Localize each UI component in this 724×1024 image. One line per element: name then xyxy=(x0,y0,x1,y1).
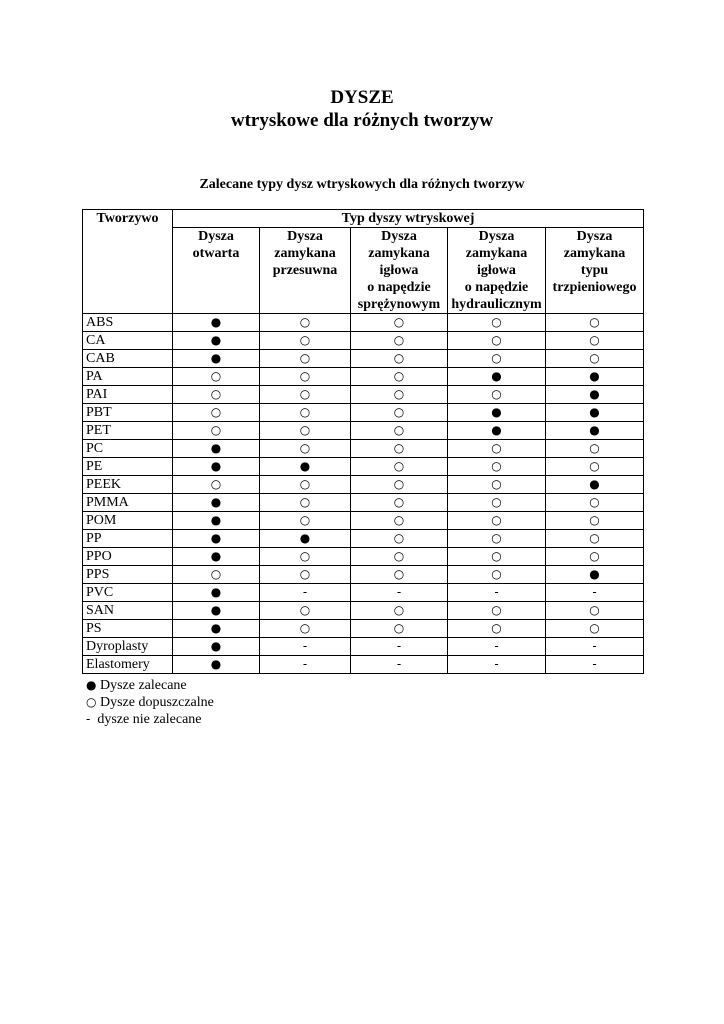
material-cell: ABS xyxy=(83,314,173,332)
suitability-mark: ● xyxy=(173,458,260,476)
column-header-line: hydraulicznym xyxy=(451,297,542,312)
title-line-2: wtryskowe dla różnych tworzyw xyxy=(230,110,494,131)
suitability-mark: - xyxy=(260,584,351,602)
suitability-mark: ○ xyxy=(351,620,448,638)
suitability-mark: ○ xyxy=(351,602,448,620)
material-cell: PVC xyxy=(83,584,173,602)
suitability-mark: - xyxy=(448,638,546,656)
table-row xyxy=(83,638,644,656)
material-cell: PET xyxy=(83,422,173,440)
suitability-mark: - xyxy=(260,638,351,656)
suitability-mark: - xyxy=(448,656,546,674)
suitability-mark: ○ xyxy=(173,476,260,494)
suitability-mark: ○ xyxy=(448,530,546,548)
material-cell: CA xyxy=(83,332,173,350)
legend-item xyxy=(86,711,214,728)
suitability-mark: ○ xyxy=(260,494,351,512)
column-header-line: o napędzie xyxy=(464,280,529,295)
column-header-line: zamykana xyxy=(563,246,626,261)
suitability-mark: ● xyxy=(173,512,260,530)
suitability-mark: ○ xyxy=(546,620,644,638)
suitability-mark: ● xyxy=(173,638,260,656)
table-body xyxy=(83,314,644,674)
material-cell: PS xyxy=(83,620,173,638)
material-cell: PA xyxy=(83,368,173,386)
suitability-mark: - xyxy=(351,638,448,656)
suitability-mark: ○ xyxy=(260,404,351,422)
suitability-mark: ○ xyxy=(448,332,546,350)
legend-text: dysze nie zalecane xyxy=(97,712,202,727)
material-cell: PMMA xyxy=(83,494,173,512)
legend-item xyxy=(86,677,214,694)
material-cell: CAB xyxy=(83,350,173,368)
suitability-mark: ○ xyxy=(351,566,448,584)
suitability-mark: - xyxy=(546,656,644,674)
suitability-mark: ● xyxy=(173,314,260,332)
table-row xyxy=(83,620,644,638)
suitability-mark: ○ xyxy=(546,494,644,512)
column-header-line: Dysza xyxy=(287,229,323,244)
column-header-line: zamykana xyxy=(368,246,430,261)
table-row xyxy=(83,440,644,458)
suitability-mark: - xyxy=(546,584,644,602)
material-cell: Dyroplasty xyxy=(83,638,173,656)
suitability-mark: ○ xyxy=(351,350,448,368)
suitability-mark: ○ xyxy=(448,602,546,620)
suitability-mark: ○ xyxy=(173,386,260,404)
header-material: Tworzywo xyxy=(83,210,173,314)
suitability-mark: ● xyxy=(173,332,260,350)
legend-text: Dysze dopuszczalne xyxy=(99,695,214,710)
suitability-mark: ● xyxy=(546,368,644,386)
material-cell: PPO xyxy=(83,548,173,566)
suitability-mark: ○ xyxy=(260,314,351,332)
suitability-mark: ○ xyxy=(351,440,448,458)
suitability-mark: ● xyxy=(546,386,644,404)
table-row xyxy=(83,548,644,566)
table-row xyxy=(83,458,644,476)
suitability-mark: ○ xyxy=(351,512,448,530)
suitability-mark: ○ xyxy=(448,548,546,566)
suitability-mark: ○ xyxy=(260,440,351,458)
material-cell: Elastomery xyxy=(83,656,173,674)
suitability-mark: - xyxy=(351,656,448,674)
column-header-line: zamykana xyxy=(274,246,336,261)
table-row xyxy=(83,332,644,350)
column-header-line: o napędzie xyxy=(367,280,431,295)
suitability-mark: ○ xyxy=(448,494,546,512)
suitability-mark: ○ xyxy=(260,386,351,404)
material-cell: PAI xyxy=(83,386,173,404)
legend-symbol: - xyxy=(86,712,91,726)
suitability-mark: ○ xyxy=(351,458,448,476)
suitability-mark: ○ xyxy=(260,602,351,620)
table-row xyxy=(83,386,644,404)
suitability-mark: ○ xyxy=(260,548,351,566)
legend-symbol: ○ xyxy=(86,695,97,709)
suitability-mark: ● xyxy=(173,350,260,368)
column-header-line: Dysza xyxy=(198,229,234,244)
suitability-mark: ○ xyxy=(260,422,351,440)
table-row xyxy=(83,350,644,368)
suitability-mark: ○ xyxy=(448,386,546,404)
column-header-line: typu xyxy=(580,263,609,278)
suitability-mark: ○ xyxy=(351,386,448,404)
suitability-mark: ○ xyxy=(173,404,260,422)
suitability-mark: ○ xyxy=(448,476,546,494)
suitability-mark: ● xyxy=(546,404,644,422)
suitability-mark: - xyxy=(546,638,644,656)
suitability-mark: - xyxy=(448,584,546,602)
suitability-mark: ○ xyxy=(448,566,546,584)
table-row xyxy=(83,314,644,332)
suitability-mark: ○ xyxy=(260,566,351,584)
column-header-line: igłowa xyxy=(477,263,516,278)
table-row xyxy=(83,656,644,674)
suitability-mark: ● xyxy=(260,458,351,476)
suitability-mark: ○ xyxy=(448,350,546,368)
suitability-mark: ○ xyxy=(351,548,448,566)
column-header-line: otwarta xyxy=(192,246,240,261)
suitability-mark: ○ xyxy=(546,602,644,620)
suitability-mark: ○ xyxy=(546,332,644,350)
material-cell: PPS xyxy=(83,566,173,584)
suitability-mark: ○ xyxy=(260,620,351,638)
nozzle-type-table xyxy=(82,209,644,674)
column-header-line: zamykana xyxy=(465,246,528,261)
table-row xyxy=(83,566,644,584)
suitability-mark: ○ xyxy=(260,368,351,386)
suitability-mark: ○ xyxy=(546,458,644,476)
suitability-mark: ○ xyxy=(448,512,546,530)
suitability-mark: ● xyxy=(173,494,260,512)
suitability-mark: ○ xyxy=(448,314,546,332)
suitability-mark: ● xyxy=(546,476,644,494)
legend-text: Dysze zalecane xyxy=(99,678,187,693)
column-header-4 xyxy=(448,228,546,314)
suitability-mark: ○ xyxy=(351,332,448,350)
column-header-2 xyxy=(260,228,351,314)
suitability-mark: ○ xyxy=(260,332,351,350)
suitability-mark: ○ xyxy=(173,422,260,440)
suitability-mark: ○ xyxy=(546,314,644,332)
page-title xyxy=(0,86,724,132)
material-cell: POM xyxy=(83,512,173,530)
table-row xyxy=(83,512,644,530)
suitability-mark: ● xyxy=(173,656,260,674)
suitability-mark: ○ xyxy=(351,494,448,512)
suitability-mark: ○ xyxy=(448,440,546,458)
column-header-line: przesuwna xyxy=(272,263,338,278)
material-cell: SAN xyxy=(83,602,173,620)
suitability-mark: ● xyxy=(546,566,644,584)
column-header-1 xyxy=(173,228,260,314)
suitability-mark: ● xyxy=(546,422,644,440)
legend-item xyxy=(86,694,214,711)
suitability-mark: - xyxy=(351,584,448,602)
suitability-mark: ● xyxy=(173,584,260,602)
material-cell: PP xyxy=(83,530,173,548)
table-row xyxy=(83,602,644,620)
suitability-mark: ○ xyxy=(546,350,644,368)
suitability-mark: ○ xyxy=(351,476,448,494)
column-header-line: igłowa xyxy=(379,263,419,278)
suitability-mark: ○ xyxy=(448,620,546,638)
column-header-line: sprężynowym xyxy=(357,297,441,312)
column-header-5 xyxy=(546,228,644,314)
table-row xyxy=(83,476,644,494)
table-caption: Zalecane typy dysz wtryskowych dla różnych tworzyw xyxy=(199,177,525,192)
column-header-line: trzpieniowego xyxy=(552,280,637,295)
suitability-mark: ○ xyxy=(351,404,448,422)
table-row xyxy=(83,530,644,548)
suitability-mark: ○ xyxy=(351,530,448,548)
table-row xyxy=(83,404,644,422)
column-header-line: Dysza xyxy=(381,229,417,244)
material-cell: PEEK xyxy=(83,476,173,494)
suitability-mark: ● xyxy=(260,530,351,548)
suitability-mark: ○ xyxy=(173,566,260,584)
suitability-mark: ○ xyxy=(260,512,351,530)
table-row xyxy=(83,494,644,512)
suitability-mark: ● xyxy=(173,548,260,566)
suitability-mark: ● xyxy=(173,530,260,548)
suitability-mark: ○ xyxy=(546,512,644,530)
suitability-mark: ○ xyxy=(173,368,260,386)
material-cell: PBT xyxy=(83,404,173,422)
table-row xyxy=(83,422,644,440)
suitability-mark: ● xyxy=(448,422,546,440)
suitability-mark: - xyxy=(260,656,351,674)
legend xyxy=(86,677,214,728)
header-nozzle-type: Typ dyszy wtryskowej xyxy=(173,210,644,228)
title-line-1: DYSZE xyxy=(330,87,394,108)
material-cell: PE xyxy=(83,458,173,476)
column-header-line: Dysza xyxy=(576,229,613,244)
suitability-mark: ○ xyxy=(351,368,448,386)
suitability-mark: ○ xyxy=(351,314,448,332)
suitability-mark: ○ xyxy=(546,530,644,548)
column-header-line: Dysza xyxy=(478,229,515,244)
table-row xyxy=(83,584,644,602)
suitability-mark: ○ xyxy=(546,548,644,566)
suitability-mark: ○ xyxy=(351,422,448,440)
suitability-mark: ● xyxy=(173,620,260,638)
material-cell: PC xyxy=(83,440,173,458)
suitability-mark: ○ xyxy=(260,476,351,494)
column-header-3 xyxy=(351,228,448,314)
suitability-mark: ● xyxy=(448,404,546,422)
suitability-mark: ○ xyxy=(260,350,351,368)
suitability-mark: ○ xyxy=(546,440,644,458)
table-row xyxy=(83,368,644,386)
suitability-mark: ● xyxy=(173,440,260,458)
suitability-mark: ● xyxy=(448,368,546,386)
suitability-mark: ○ xyxy=(448,458,546,476)
suitability-mark: ● xyxy=(173,602,260,620)
legend-symbol: ● xyxy=(86,678,97,692)
